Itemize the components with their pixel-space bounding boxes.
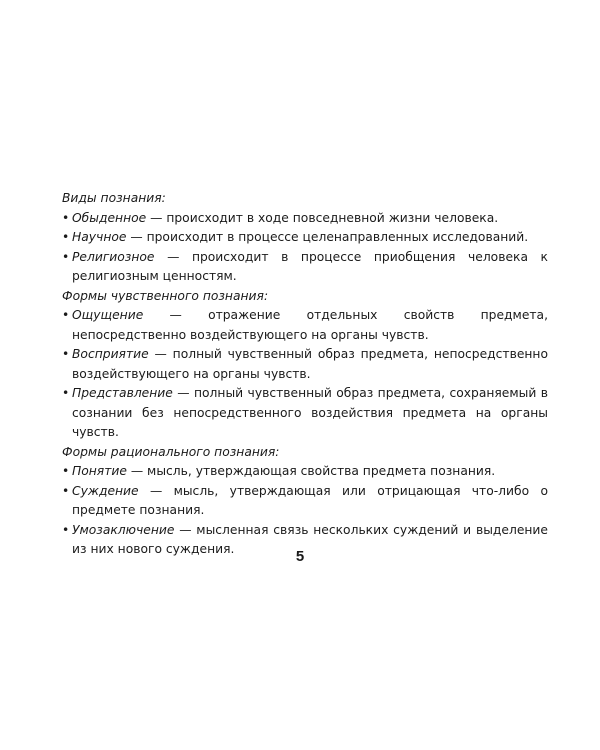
list-item <box>62 248 548 287</box>
definition: — полный чувственный образ предмета, сохраняемый в сознании без непосредственного воздействия предмета на органы чувств. <box>72 386 548 439</box>
definition: — мысль, утверждающая или отрицающая что-либо о предмете познания. <box>72 483 548 517</box>
term: Суждение <box>72 483 139 498</box>
bullet-icon: • <box>62 347 70 361</box>
list-item <box>62 209 548 229</box>
list-item <box>62 345 548 384</box>
page-content <box>62 189 548 560</box>
definition: — происходит в ходе повседневной жизни человека. <box>146 210 499 225</box>
definition: — полный чувственный образ предмета, непосредственно воздействующего на органы чувств. <box>72 347 548 381</box>
term: Восприятие <box>72 347 149 361</box>
term: Понятие <box>72 464 127 478</box>
definition: — мысль, утверждающая свойства предмета познания. <box>126 464 496 478</box>
term: Представление <box>72 386 173 400</box>
bullet-icon: • <box>62 230 70 244</box>
bullet-icon: • <box>62 522 70 537</box>
bullet-icon: • <box>62 483 70 498</box>
kinds-list <box>62 209 548 287</box>
definition: — происходит в процессе целенаправленных исследований. <box>126 230 529 244</box>
term: Умозаключение <box>72 522 175 537</box>
section-title-rational: Формы рационального познания: <box>62 444 280 459</box>
definition: — мысленная связь нескольких суждений и выделение из них нового суждения. <box>72 522 548 556</box>
list-item <box>62 306 548 345</box>
list-item <box>62 228 548 248</box>
bullet-icon: • <box>62 386 70 400</box>
section-title-kinds: Виды познания: <box>62 191 166 205</box>
term: Ощущение <box>72 308 144 322</box>
list-item <box>62 384 548 443</box>
list-item <box>62 462 548 482</box>
term: Обыденное <box>72 210 147 225</box>
definition: — отражение отдельных свойств предмета, непосредственно воздействующего на органы чувств. <box>72 308 548 342</box>
bullet-icon: • <box>62 249 70 264</box>
definition: — происходит в процессе приобщения человека к религиозным ценностям. <box>72 249 548 283</box>
term: Научное <box>72 230 127 244</box>
list-item <box>62 482 548 521</box>
bullet-icon: • <box>62 308 70 322</box>
section-title-sensory: Формы чувственного познания: <box>62 288 269 303</box>
sensory-list <box>62 306 548 443</box>
term: Религиозное <box>72 249 155 264</box>
bullet-icon: • <box>62 464 70 478</box>
rational-list <box>62 462 548 560</box>
page-number: 5 <box>295 548 305 565</box>
bullet-icon: • <box>62 210 70 225</box>
